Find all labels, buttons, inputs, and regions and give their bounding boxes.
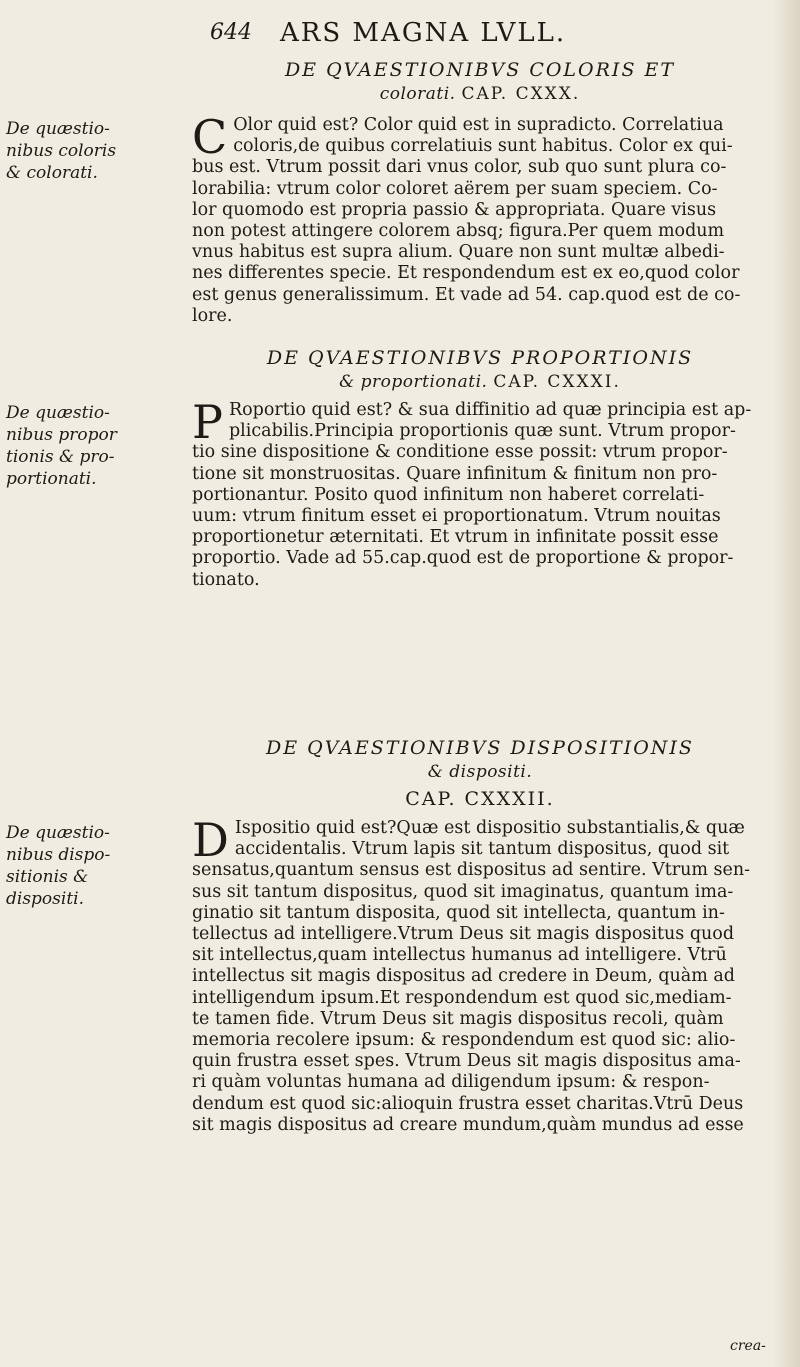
catchword: crea- <box>730 1338 766 1354</box>
margin-note-dispositionis: De quæstio- nibus dispo- sitionis & dispositi. <box>6 823 111 909</box>
drop-cap: P <box>192 395 223 449</box>
chapter-heading-coloris: DE QVAESTIONIBVS COLORIS ET colorati. CAP. CXXX. <box>284 59 676 104</box>
page-edge-shadow <box>772 0 800 1367</box>
page-number: 644 <box>210 20 252 45</box>
chapter-text-proportionis: P Roportio quid est? & sua diffinitio ad quæ principia est ap- plicabilis.Principia proportionis quæ sunt. Vtrum propor- tio sine dispositione & conditione esse possit: vtrum propor- tione sit monstruositas. Quare infinitum & finitum non pro- portionantur. Posito quod infinitum non haberet correlati- uum: vtrum finitum esset ei proportionatum. Vtrum nouitas proportionetur æternitati. Et vtrum in infinitate possit esse proportio. Vade ad 55.cap.quod est de proportione & propor- tionato. <box>192 395 752 590</box>
running-head <box>210 18 730 52</box>
chapter-heading-proportionis: DE QVAESTIONIBVS PROPORTIONIS & proportionati. CAP. CXXXI. <box>266 347 694 392</box>
drop-cap: D <box>192 813 229 867</box>
drop-cap: C <box>192 110 228 164</box>
chapter-text-dispositionis: D Ispositio quid est?Quæ est dispositio substantialis,& quæ accidentalis. Vtrum lapis sit tantum dispositus, quod sit sensatus,quantum sensus est dispositus ad sentire. Vtrum sen- sus sit tantum dispositus, quod sit imaginatus, quantum ima- ginatio sit tantum disposita, quod sit intellecta, quantum in- tellectus ad intelligere.Vtrum Deus sit magis dispositus quod sit intellectus,quam intellectus humanus ad intelligere. Vtrū intellectus sit magis dispositus ad credere in Deum, quàm ad intelligendum ipsum.Et respondendum est quod sic,mediam- te tamen fide. Vtrum Deus sit magis dispositus recoli, quàm memoria recolere ipsum: & respondendum est quod sic: alio- quin frustra esset spes. Vtrum Deus sit magis dispositus ama- ri quàm voluntas humana ad diligendum ipsum: & respon- dendum est quod sic:alioquin frustra esset charitas.Vtrū Deus sit magis dispositus ad creare mundum,quàm mundus ad esse <box>192 813 751 1135</box>
book-title: ARS MAGNA LVLL. <box>280 18 567 48</box>
margin-note-proportionis: De quæstio- nibus propor tionis & pro- portionati. <box>6 403 117 489</box>
chapter-text-coloris: C Olor quid est? Color quid est in supradicto. Correlatiua coloris,de quibus correlatiuis sunt habitus. Color ex qui- bus est. Vtrum possit dari vnus color, sub quo sunt plura co- lorabilia: vtrum color coloret aërem per suam speciem. Co- lor quomodo est propria passio & appropriata. Quare visus non potest attingere colorem absq; figura.Per quem modum vnus habitus est supra alium. Quare non sunt multæ albedi- nes differentes specie. Et respondendum est ex eo,quod color est genus generalissimum. Et vade ad 54. cap.quod est de co- lore. <box>192 110 741 326</box>
margin-note-coloris: De quæstio- nibus coloris & colorati. <box>6 119 117 183</box>
chapter-heading-dispositionis: DE QVAESTIONIBVS DISPOSITIONIS & dispositi. CAP. CXXXII. <box>266 737 694 810</box>
